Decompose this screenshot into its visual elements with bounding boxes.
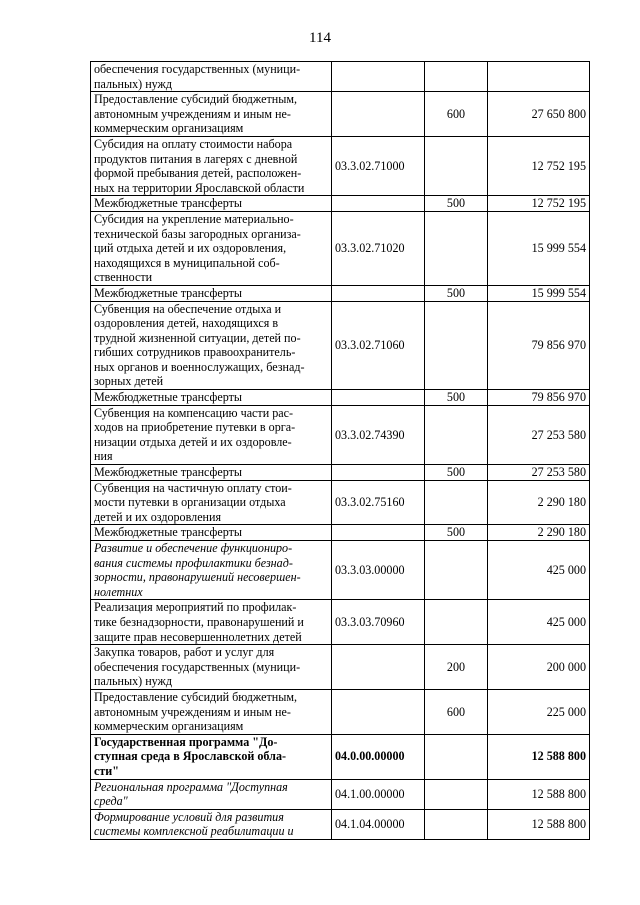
- table-row: [91, 211, 590, 285]
- row-name-line: Закупка товаров, работ и услуг для: [94, 645, 275, 660]
- row-name-line: ступная среда в Ярославской обла-: [94, 749, 287, 764]
- row-name-cell: [91, 211, 332, 285]
- row-name-line: мости путевки в организации отдыха: [94, 495, 286, 510]
- row-amount-cell: 200 000: [488, 645, 590, 690]
- row-name-line: ций отдыха детей и их оздоровления,: [94, 241, 287, 256]
- row-name-line: сти": [94, 763, 119, 778]
- row-name-line: автономным учреждениям и иным не-: [94, 106, 291, 121]
- row-name-cell: [91, 689, 332, 734]
- row-expense-type-cell: 500: [425, 465, 488, 481]
- table-row: [91, 689, 590, 734]
- row-name-line: вания системы профилактики безнад-: [94, 555, 293, 570]
- row-expense-type-cell: 500: [425, 390, 488, 406]
- page-number: 114: [309, 30, 331, 46]
- row-amount-cell: 27 650 800: [488, 92, 590, 137]
- row-code-cell: 03.3.02.75160: [332, 480, 425, 525]
- row-name-cell: [91, 301, 332, 390]
- row-name-line: Субвенция на обеспечение отдыха и: [94, 301, 282, 316]
- row-name-line: Предоставление субсидий бюджетным,: [94, 689, 298, 704]
- row-name-line: оздоровления детей, находящихся в: [94, 316, 279, 331]
- row-name-line: коммерческим организациям: [94, 719, 244, 734]
- row-name-cell: [91, 62, 332, 92]
- row-code-cell: [332, 525, 425, 541]
- row-name-line: Межбюджетные трансферты: [94, 525, 243, 540]
- row-code-cell: [332, 390, 425, 406]
- row-name-line: Субвенция на частичную оплату стои-: [94, 480, 292, 495]
- row-name-line: формой пребывания детей, расположен-: [94, 166, 302, 181]
- row-name-cell: [91, 645, 332, 690]
- table-row: [91, 809, 590, 839]
- row-name-line: продуктов питания в лагерях с дневной: [94, 151, 298, 166]
- row-name-line: Межбюджетные трансферты: [94, 465, 243, 480]
- row-amount-cell: 79 856 970: [488, 390, 590, 406]
- row-amount-cell: 27 253 580: [488, 465, 590, 481]
- row-name-cell: [91, 390, 332, 406]
- row-name-cell: [91, 136, 332, 195]
- row-amount-cell: 12 588 800: [488, 809, 590, 839]
- row-name-line: ходов на приобретение путевки в орга-: [94, 420, 296, 435]
- row-name-line: технической базы загородных организа-: [94, 226, 301, 241]
- row-name-line: Формирование условий для развития: [94, 809, 284, 824]
- table-row: [91, 480, 590, 525]
- row-amount-cell: 12 588 800: [488, 734, 590, 779]
- row-name-line: находящихся в муниципальной соб-: [94, 255, 280, 270]
- row-name-line: детей и их оздоровления: [94, 509, 222, 524]
- table-row: [91, 92, 590, 137]
- row-name-line: пальных) нужд: [94, 76, 173, 91]
- row-name-line: системы комплексной реабилитации и: [94, 824, 294, 839]
- row-code-cell: [332, 285, 425, 301]
- row-name-line: зорных детей: [94, 374, 164, 389]
- row-name-line: ных органов и военнослужащих, безнад-: [94, 359, 305, 374]
- row-code-cell: 03.3.03.70960: [332, 600, 425, 645]
- row-name-line: гибших сотрудников правоохранитель-: [94, 345, 296, 360]
- row-expense-type-cell: [425, 541, 488, 600]
- row-name-line: ния: [94, 449, 113, 464]
- row-name-line: Субсидия на оплату стоимости набора: [94, 136, 293, 151]
- row-expense-type-cell: 200: [425, 645, 488, 690]
- row-name-line: коммерческим организациям: [94, 121, 244, 136]
- table-row: [91, 600, 590, 645]
- row-expense-type-cell: [425, 480, 488, 525]
- row-code-cell: [332, 689, 425, 734]
- row-expense-type-cell: 500: [425, 196, 488, 212]
- row-amount-cell: 15 999 554: [488, 211, 590, 285]
- row-expense-type-cell: [425, 809, 488, 839]
- row-amount-cell: 12 752 195: [488, 196, 590, 212]
- row-expense-type-cell: [425, 301, 488, 390]
- table-row: [91, 196, 590, 212]
- row-code-cell: [332, 645, 425, 690]
- row-code-cell: 03.3.02.71020: [332, 211, 425, 285]
- row-name-line: обеспечения государственных (муници-: [94, 62, 301, 76]
- row-expense-type-cell: [425, 405, 488, 464]
- row-name-line: автономным учреждениям и иным не-: [94, 704, 291, 719]
- row-amount-cell: 425 000: [488, 541, 590, 600]
- row-code-cell: [332, 465, 425, 481]
- row-name-line: Государственная программа "До-: [94, 734, 278, 749]
- table-row: [91, 525, 590, 541]
- row-code-cell: 03.3.03.00000: [332, 541, 425, 600]
- row-expense-type-cell: [425, 779, 488, 809]
- row-name-cell: [91, 734, 332, 779]
- row-expense-type-cell: 600: [425, 689, 488, 734]
- row-name-line: трудной жизненной ситуации, детей по-: [94, 330, 301, 345]
- row-name-line: пальных) нужд: [94, 674, 173, 689]
- row-name-line: зорности, правонарушений несовершен-: [94, 570, 301, 585]
- row-amount-cell: [488, 62, 590, 92]
- row-expense-type-cell: [425, 600, 488, 645]
- row-code-cell: [332, 62, 425, 92]
- row-expense-type-cell: [425, 734, 488, 779]
- row-code-cell: 03.3.02.71060: [332, 301, 425, 390]
- row-name-cell: [91, 779, 332, 809]
- row-amount-cell: 79 856 970: [488, 301, 590, 390]
- row-expense-type-cell: [425, 136, 488, 195]
- row-name-line: Субсидия на укрепление материально-: [94, 211, 294, 226]
- row-name-cell: [91, 525, 332, 541]
- row-name-cell: [91, 480, 332, 525]
- row-name-line: Региональная программа "Доступная: [94, 779, 288, 794]
- row-amount-cell: 2 290 180: [488, 480, 590, 525]
- row-name-cell: [91, 600, 332, 645]
- row-amount-cell: 2 290 180: [488, 525, 590, 541]
- row-name-line: ственности: [94, 270, 153, 285]
- row-code-cell: 03.3.02.74390: [332, 405, 425, 464]
- row-name-line: низации отдыха детей и их оздоровле-: [94, 434, 292, 449]
- row-name-line: ных на территории Ярославской области: [94, 180, 305, 195]
- table-row: [91, 285, 590, 301]
- row-name-cell: [91, 196, 332, 212]
- row-amount-cell: 15 999 554: [488, 285, 590, 301]
- table-row: [91, 779, 590, 809]
- table-row: [91, 734, 590, 779]
- row-expense-type-cell: 500: [425, 525, 488, 541]
- row-amount-cell: 12 588 800: [488, 779, 590, 809]
- row-name-line: нолетних: [94, 584, 143, 599]
- row-expense-type-cell: [425, 62, 488, 92]
- row-name-cell: [91, 541, 332, 600]
- row-name-line: обеспечения государственных (муници-: [94, 659, 301, 674]
- row-amount-cell: 27 253 580: [488, 405, 590, 464]
- row-name-line: Субвенция на компенсацию части рас-: [94, 405, 294, 420]
- row-name-line: Межбюджетные трансферты: [94, 390, 243, 405]
- row-name-line: защите прав несовершеннолетних детей: [94, 629, 302, 644]
- row-expense-type-cell: [425, 211, 488, 285]
- table-row: [91, 465, 590, 481]
- row-code-cell: [332, 92, 425, 137]
- row-name-cell: [91, 809, 332, 839]
- row-name-cell: [91, 405, 332, 464]
- row-name-line: тике безнадзорности, правонарушений и: [94, 614, 304, 629]
- table-row: [91, 645, 590, 690]
- table-row: [91, 390, 590, 406]
- row-name-cell: [91, 465, 332, 481]
- row-name-cell: [91, 285, 332, 301]
- budget-table: [90, 61, 590, 840]
- budget-table-body: [91, 62, 590, 840]
- table-row: [91, 541, 590, 600]
- table-row: [91, 405, 590, 464]
- row-code-cell: 04.1.04.00000: [332, 809, 425, 839]
- table-row: [91, 136, 590, 195]
- table-row: [91, 62, 590, 92]
- row-amount-cell: 12 752 195: [488, 136, 590, 195]
- row-code-cell: [332, 196, 425, 212]
- table-row: [91, 301, 590, 390]
- row-name-line: Развитие и обеспечение функциониро-: [94, 541, 293, 555]
- row-code-cell: 04.0.00.00000: [332, 734, 425, 779]
- row-name-cell: [91, 92, 332, 137]
- row-name-line: Межбюджетные трансферты: [94, 285, 243, 300]
- row-amount-cell: 425 000: [488, 600, 590, 645]
- row-expense-type-cell: 500: [425, 285, 488, 301]
- row-name-line: среда": [94, 794, 128, 809]
- row-code-cell: 04.1.00.00000: [332, 779, 425, 809]
- row-name-line: Реализация мероприятий по профилак-: [94, 600, 297, 615]
- row-name-line: Предоставление субсидий бюджетным,: [94, 92, 298, 107]
- row-amount-cell: 225 000: [488, 689, 590, 734]
- row-code-cell: 03.3.02.71000: [332, 136, 425, 195]
- row-name-line: Межбюджетные трансферты: [94, 196, 243, 211]
- row-expense-type-cell: 600: [425, 92, 488, 137]
